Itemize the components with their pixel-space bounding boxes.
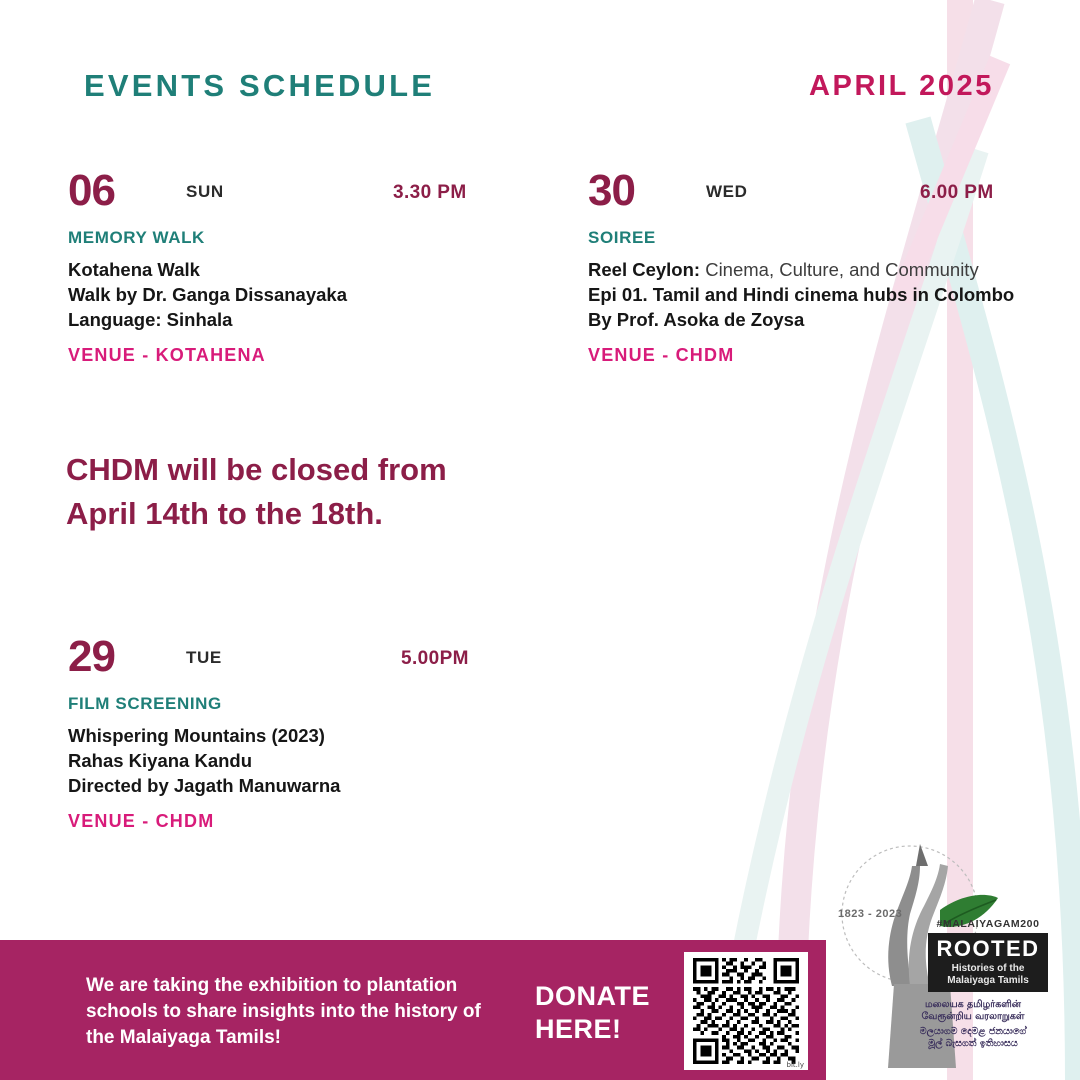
event-item: [588, 166, 1018, 366]
event-category: FILM SCREENING: [68, 694, 222, 713]
rooted-wordmark-block: [928, 933, 1048, 992]
qr-caption: bit.ly: [786, 1061, 804, 1069]
event-venue: VENUE - CHDM: [588, 345, 735, 365]
event-detail-line: Rahas Kiyana Kandu: [68, 750, 253, 771]
event-header: [588, 166, 1018, 220]
logo-sinhala-line-2: මූල් බැසගත් ඉතිහාසය: [928, 1038, 1018, 1049]
event-category: MEMORY WALK: [68, 228, 205, 247]
event-details: [68, 257, 538, 332]
event-venue: VENUE - KOTAHENA: [68, 345, 266, 365]
event-header: [68, 632, 538, 686]
donate-callout: [535, 980, 650, 1046]
event-header: [68, 166, 538, 220]
event-detail-line: Language: Sinhala: [68, 309, 233, 330]
page-title: EVENTS SCHEDULE: [84, 68, 436, 103]
month-label: APRIL 2025: [808, 70, 994, 102]
event-venue: VENUE - CHDM: [68, 811, 215, 831]
event-detail-line: Whispering Mountains (2023): [68, 725, 325, 746]
donate-line-1: DONATE: [535, 981, 650, 1011]
event-weekday: SUN: [186, 182, 224, 201]
event-details: [68, 723, 538, 798]
logo-tamil-line-1: மலையக தமிழர்களின்: [925, 999, 1021, 1010]
rooted-subtitle-line-1: Histories of the: [951, 963, 1025, 974]
rooted-logo: [832, 836, 1048, 1068]
logo-years: 1823 - 2023: [838, 908, 903, 920]
logo-tamil-text: [898, 999, 1048, 1023]
closure-notice: CHDM will be closed from April 14th to the 18th.: [66, 452, 447, 531]
rooted-wordmark: ROOTED: [936, 936, 1040, 961]
event-detail-line: By Prof. Asoka de Zoysa: [588, 309, 805, 330]
logo-tamil-line-2: வேரூன்றிய வரலாறுகள்: [921, 1011, 1025, 1022]
banner-message: We are taking the exhibition to plantation schools to share insights into the history of the Malaiyaga Tamils!: [86, 975, 481, 1048]
event-weekday: WED: [706, 182, 748, 201]
event-detail-line: Walk by Dr. Ganga Dissanayaka: [68, 284, 347, 305]
event-series-line: [588, 257, 1018, 282]
event-detail-line: Directed by Jagath Manuwarna: [68, 775, 341, 796]
qr-code-icon: [690, 958, 802, 1064]
event-series-name: Reel Ceylon:: [588, 259, 701, 280]
event-detail-line: Epi 01. Tamil and Hindi cinema hubs in Colombo: [588, 284, 1015, 305]
logo-sinhala-line-1: මලයාගම දෙමළ ජනයාගේ: [919, 1026, 1027, 1037]
event-details: [588, 257, 1018, 332]
event-item: [68, 166, 538, 366]
event-category: SOIREE: [588, 228, 656, 247]
rooted-subtitle-line-2: Malaiyaga Tamils: [947, 975, 1029, 986]
event-time: 6.00 PM: [920, 182, 994, 203]
event-item: [68, 632, 538, 832]
rooted-subtitle: [928, 961, 1048, 987]
donate-qr-code[interactable]: [684, 952, 808, 1070]
donate-line-2: HERE!: [535, 1014, 622, 1044]
logo-hashtag: #MALAIYAGAM200: [936, 918, 1040, 930]
event-series-subtitle: Cinema, Culture, and Community: [700, 259, 979, 280]
event-day-number: 06: [68, 166, 115, 215]
event-time: 5.00PM: [401, 648, 469, 669]
event-day-number: 29: [68, 632, 115, 681]
logo-sinhala-text: [898, 1026, 1048, 1050]
event-day-number: 30: [588, 166, 635, 215]
event-weekday: TUE: [186, 648, 222, 667]
event-detail-line: Kotahena Walk: [68, 259, 200, 280]
event-time: 3.30 PM: [393, 182, 467, 203]
